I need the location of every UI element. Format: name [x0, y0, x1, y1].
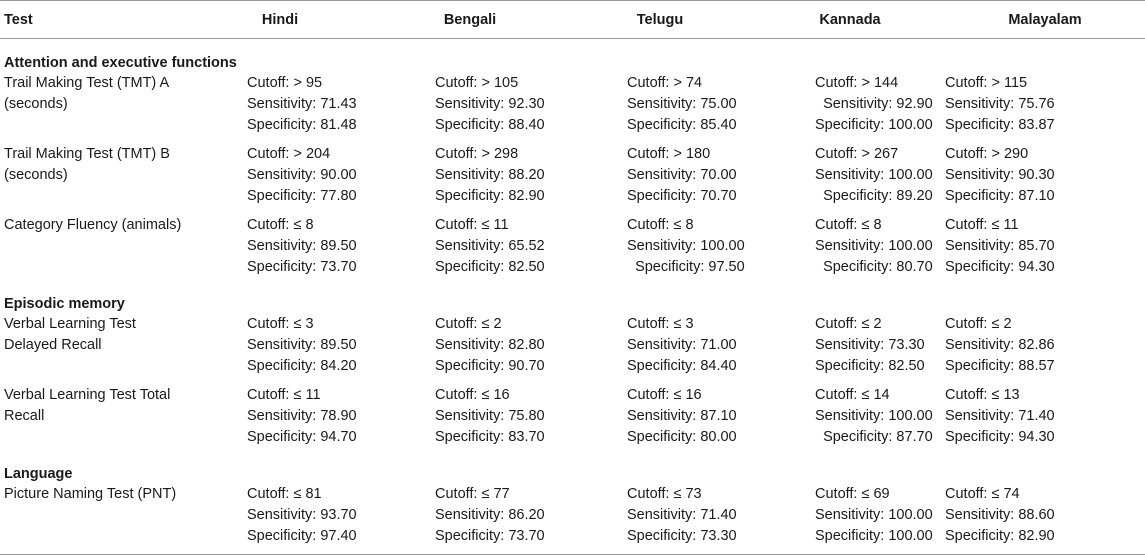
metrics-block — [435, 73, 545, 136]
value-cell — [945, 142, 1145, 213]
metrics-block — [815, 73, 933, 136]
metrics-block — [247, 484, 357, 547]
header-malayalam: Malayalam — [945, 1, 1145, 39]
value-cell — [185, 312, 375, 383]
cutoff-value: Cutoff: ≤ 11 — [945, 217, 1019, 233]
metrics-block — [815, 314, 925, 377]
sensitivity-value: Sensitivity: 70.00 — [627, 167, 737, 183]
cutoff-value: Cutoff: ≤ 16 — [435, 387, 510, 403]
cutoff-value: Cutoff: ≤ 11 — [435, 217, 509, 233]
cutoff-value: Cutoff: > 204 — [247, 146, 331, 162]
metrics-block — [435, 314, 545, 377]
value-cell — [755, 213, 945, 284]
value-cell — [375, 482, 565, 555]
cutoff-value: Cutoff: ≤ 13 — [945, 387, 1020, 403]
specificity-value: Specificity: 80.00 — [627, 429, 737, 445]
metrics-block — [815, 484, 933, 547]
test-name: Trail Making Test (TMT) A (seconds) — [4, 75, 169, 112]
cutoff-value: Cutoff: ≤ 2 — [815, 316, 882, 332]
sensitivity-value: Sensitivity: 89.50 — [247, 337, 357, 353]
cutoff-value: Cutoff: ≤ 3 — [627, 316, 694, 332]
value-cell — [755, 482, 945, 555]
specificity-value: Specificity: 97.40 — [247, 528, 357, 544]
metrics-block — [247, 144, 357, 207]
value-cell — [185, 482, 375, 555]
value-cell — [375, 312, 565, 383]
test-name: Trail Making Test (TMT) B (seconds) — [4, 146, 170, 183]
sensitivity-value: Sensitivity: 100.00 — [627, 238, 745, 254]
value-cell — [185, 383, 375, 454]
specificity-value: Specificity: 81.48 — [247, 117, 357, 133]
table-row — [0, 213, 1145, 284]
sensitivity-value: Sensitivity: 85.70 — [945, 238, 1055, 254]
sensitivity-value: Sensitivity: 88.60 — [945, 507, 1055, 523]
cutoff-value: Cutoff: ≤ 8 — [815, 217, 882, 233]
sensitivity-value: Sensitivity: 75.76 — [945, 96, 1055, 112]
test-name: Category Fluency (animals) — [4, 217, 182, 233]
specificity-value: Specificity: 77.80 — [247, 188, 357, 204]
header-row — [0, 1, 1145, 39]
sensitivity-value: Sensitivity: 100.00 — [815, 167, 933, 183]
test-name: Verbal Learning Test Total Recall — [4, 387, 171, 424]
specificity-value: Specificity: 100.00 — [815, 117, 933, 133]
value-cell — [755, 142, 945, 213]
value-cell — [945, 312, 1145, 383]
table-body — [0, 39, 1145, 555]
table-row — [0, 383, 1145, 454]
header-telugu: Telugu — [565, 1, 755, 39]
table-row — [0, 71, 1145, 142]
metrics-block — [435, 484, 545, 547]
sensitivity-value: Sensitivity: 100.00 — [815, 408, 933, 424]
value-cell — [375, 71, 565, 142]
specificity-value: Specificity: 97.50 — [635, 259, 745, 275]
cutoff-value: Cutoff: ≤ 77 — [435, 486, 510, 502]
cutoff-value: Cutoff: ≤ 3 — [247, 316, 314, 332]
table-row — [0, 142, 1145, 213]
sensitivity-value: Sensitivity: 92.90 — [823, 96, 933, 112]
metrics-block — [945, 215, 1055, 278]
specificity-value: Specificity: 82.50 — [435, 259, 545, 275]
metrics-block — [435, 385, 545, 448]
value-cell — [185, 213, 375, 284]
section-title: Language — [4, 466, 73, 482]
specificity-value: Specificity: 82.50 — [815, 358, 925, 374]
value-cell — [375, 383, 565, 454]
metrics-block — [815, 144, 933, 207]
metrics-block — [627, 215, 745, 278]
specificity-value: Specificity: 87.70 — [823, 429, 933, 445]
cutoff-value: Cutoff: ≤ 69 — [815, 486, 890, 502]
specificity-value: Specificity: 73.70 — [247, 259, 357, 275]
specificity-value: Specificity: 84.20 — [247, 358, 357, 374]
metrics-block — [945, 314, 1055, 377]
cutoff-value: Cutoff: > 290 — [945, 146, 1029, 162]
specificity-value: Specificity: 83.70 — [435, 429, 545, 445]
specificity-value: Specificity: 80.70 — [823, 259, 933, 275]
cutoff-value: Cutoff: > 298 — [435, 146, 519, 162]
sensitivity-value: Sensitivity: 90.30 — [945, 167, 1055, 183]
value-cell — [565, 71, 755, 142]
section-row — [0, 39, 1145, 72]
sensitivity-value: Sensitivity: 75.00 — [627, 96, 737, 112]
table-row — [0, 482, 1145, 555]
value-cell — [185, 142, 375, 213]
cutoff-value: Cutoff: > 105 — [435, 75, 519, 91]
specificity-value: Specificity: 94.70 — [247, 429, 357, 445]
value-cell — [375, 142, 565, 213]
metrics-block — [945, 73, 1055, 136]
cutoff-value: Cutoff: > 74 — [627, 75, 703, 91]
cutoff-value: Cutoff: ≤ 74 — [945, 486, 1020, 502]
metrics-block — [945, 144, 1055, 207]
sensitivity-value: Sensitivity: 88.20 — [435, 167, 545, 183]
value-cell — [565, 482, 755, 555]
header-hindi: Hindi — [185, 1, 375, 39]
cutoff-value: Cutoff: ≤ 2 — [435, 316, 502, 332]
metrics-block — [627, 73, 737, 136]
header-kannada: Kannada — [755, 1, 945, 39]
cutoff-value: Cutoff: ≤ 8 — [627, 217, 694, 233]
sensitivity-value: Sensitivity: 90.00 — [247, 167, 357, 183]
specificity-value: Specificity: 82.90 — [435, 188, 545, 204]
section-title: Attention and executive functions — [4, 55, 237, 71]
sensitivity-value: Sensitivity: 82.80 — [435, 337, 545, 353]
cutoff-value: Cutoff: > 144 — [815, 75, 899, 91]
sensitivity-value: Sensitivity: 92.30 — [435, 96, 545, 112]
specificity-value: Specificity: 100.00 — [815, 528, 933, 544]
value-cell — [945, 383, 1145, 454]
metrics-block — [627, 484, 737, 547]
value-cell — [945, 482, 1145, 555]
metrics-block — [815, 215, 933, 278]
specificity-value: Specificity: 90.70 — [435, 358, 545, 374]
section-title: Episodic memory — [4, 296, 125, 312]
specificity-value: Specificity: 88.40 — [435, 117, 545, 133]
metrics-block — [627, 314, 737, 377]
table-header — [0, 1, 1145, 39]
cutoff-value: Cutoff: ≤ 11 — [247, 387, 321, 403]
sensitivity-value: Sensitivity: 71.40 — [945, 408, 1055, 424]
value-cell — [945, 213, 1145, 284]
metrics-block — [247, 385, 357, 448]
value-cell — [565, 213, 755, 284]
metrics-block — [435, 215, 545, 278]
value-cell — [755, 312, 945, 383]
cutoff-value: Cutoff: ≤ 16 — [627, 387, 702, 403]
sensitivity-value: Sensitivity: 100.00 — [815, 507, 933, 523]
section-row — [0, 454, 1145, 482]
specificity-value: Specificity: 87.10 — [945, 188, 1055, 204]
cutoff-value: Cutoff: ≤ 14 — [815, 387, 890, 403]
value-cell — [945, 71, 1145, 142]
cutoff-value: Cutoff: ≤ 2 — [945, 316, 1012, 332]
cutoff-value: Cutoff: > 95 — [247, 75, 323, 91]
specificity-value: Specificity: 83.87 — [945, 117, 1055, 133]
sensitivity-value: Sensitivity: 65.52 — [435, 238, 545, 254]
sensitivity-value: Sensitivity: 71.40 — [627, 507, 737, 523]
metrics-block — [945, 484, 1055, 547]
specificity-value: Specificity: 73.30 — [627, 528, 737, 544]
sensitivity-value: Sensitivity: 71.43 — [247, 96, 357, 112]
metrics-block — [815, 385, 933, 448]
specificity-value: Specificity: 70.70 — [627, 188, 737, 204]
value-cell — [565, 312, 755, 383]
value-cell — [565, 142, 755, 213]
value-cell — [755, 383, 945, 454]
value-cell — [375, 213, 565, 284]
sensitivity-value: Sensitivity: 78.90 — [247, 408, 357, 424]
metrics-block — [627, 385, 737, 448]
test-name: Picture Naming Test (PNT) — [0, 482, 185, 555]
specificity-value: Specificity: 88.57 — [945, 358, 1055, 374]
header-bengali: Bengali — [375, 1, 565, 39]
sensitivity-value: Sensitivity: 82.86 — [945, 337, 1055, 353]
specificity-value: Specificity: 94.30 — [945, 429, 1055, 445]
value-cell — [755, 71, 945, 142]
metrics-block — [247, 314, 357, 377]
sensitivity-value: Sensitivity: 73.30 — [815, 337, 925, 353]
value-cell — [565, 383, 755, 454]
sensitivity-value: Sensitivity: 89.50 — [247, 238, 357, 254]
cutoff-value: Cutoff: > 267 — [815, 146, 899, 162]
value-cell — [185, 71, 375, 142]
metrics-block — [435, 144, 545, 207]
specificity-value: Specificity: 73.70 — [435, 528, 545, 544]
cutoff-value: Cutoff: ≤ 81 — [247, 486, 322, 502]
metrics-block — [247, 215, 357, 278]
metrics-block — [247, 73, 357, 136]
metrics-block — [627, 144, 737, 207]
cutoff-value: Cutoff: > 180 — [627, 146, 711, 162]
specificity-value: Specificity: 84.40 — [627, 358, 737, 374]
cutoff-value: Cutoff: ≤ 73 — [627, 486, 702, 502]
cutoff-value: Cutoff: > 115 — [945, 75, 1028, 91]
metrics-block — [945, 385, 1055, 448]
table-row — [0, 312, 1145, 383]
sensitivity-value: Sensitivity: 93.70 — [247, 507, 357, 523]
specificity-value: Specificity: 85.40 — [627, 117, 737, 133]
sensitivity-value: Sensitivity: 86.20 — [435, 507, 545, 523]
sensitivity-value: Sensitivity: 100.00 — [815, 238, 933, 254]
sensitivity-value: Sensitivity: 75.80 — [435, 408, 545, 424]
specificity-value: Specificity: 94.30 — [945, 259, 1055, 275]
sensitivity-value: Sensitivity: 71.00 — [627, 337, 737, 353]
section-row — [0, 284, 1145, 312]
header-test: Test — [0, 1, 185, 39]
sensitivity-value: Sensitivity: 87.10 — [627, 408, 737, 424]
specificity-value: Specificity: 82.90 — [945, 528, 1055, 544]
test-name: Verbal Learning Test Delayed Recall — [4, 316, 136, 353]
specificity-value: Specificity: 89.20 — [823, 188, 933, 204]
cutoff-value: Cutoff: ≤ 8 — [247, 217, 314, 233]
